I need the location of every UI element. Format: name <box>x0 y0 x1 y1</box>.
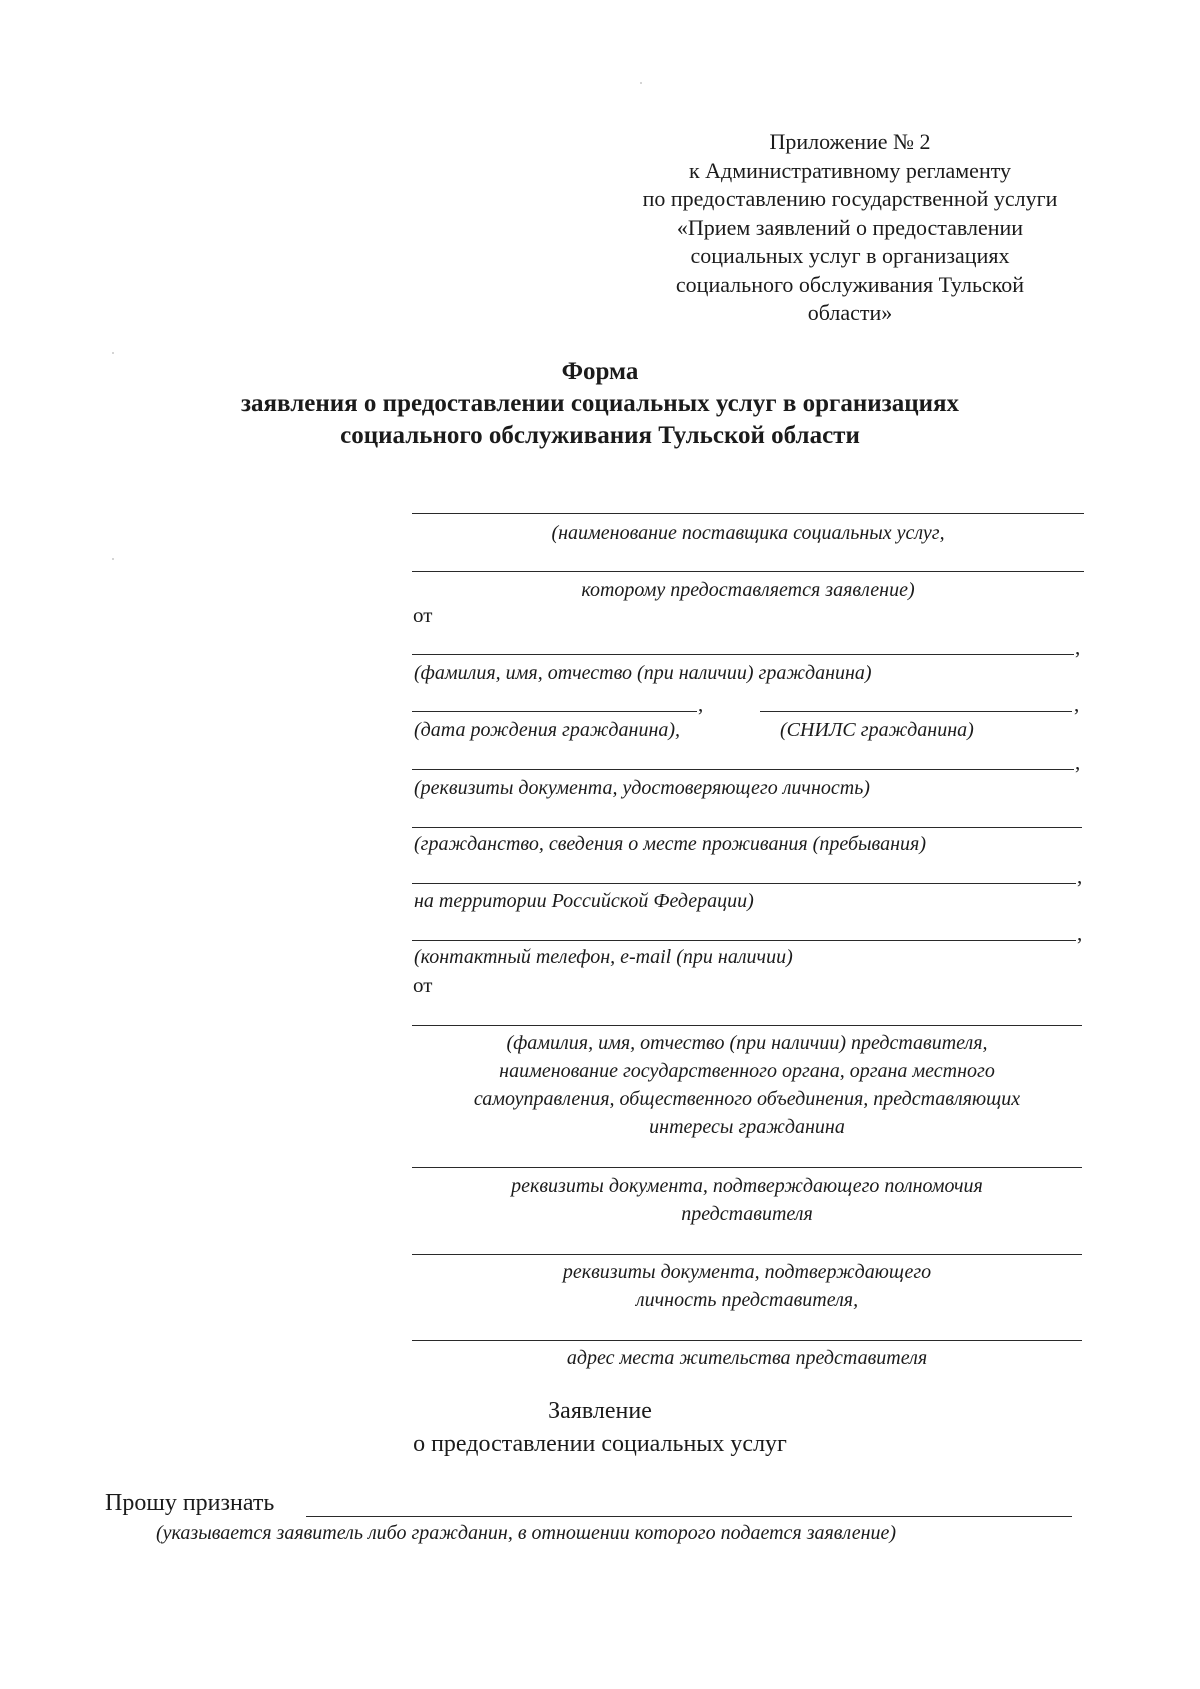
contact-field-line[interactable] <box>412 940 1076 941</box>
provider-caption-1: (наименование поставщика социальных услуг, <box>551 522 945 544</box>
comma: , <box>1075 750 1081 774</box>
rep-identity-caption-line: личность представителя, <box>635 1289 859 1311</box>
statement-title: Заявление <box>548 1398 652 1424</box>
comma: , <box>1077 921 1083 945</box>
appendix-line: области» <box>807 300 893 325</box>
citizen-name-field-line[interactable] <box>412 654 1074 655</box>
authority-doc-caption-line: реквизиты документа, подтверждающего полномочия <box>511 1175 983 1197</box>
appendix-line: социальных услуг в организациях <box>690 243 1010 268</box>
residence-field-line[interactable] <box>412 827 1082 828</box>
appendix-header <box>600 128 1100 328</box>
provider-caption-2: которому предоставляется заявление) <box>581 579 915 601</box>
authority-doc-caption-line: представителя <box>681 1203 813 1225</box>
scan-speck <box>112 558 114 560</box>
comma: , <box>1074 692 1080 716</box>
appendix-line: «Прием заявлений о предоставлении <box>676 214 1024 240</box>
request-caption: (указывается заявитель либо гражданин, в отношении которого подается заявление) <box>156 1522 897 1544</box>
form-title <box>100 356 1100 452</box>
representative-caption-line: наименование государственного органа, органа местного <box>499 1060 995 1082</box>
appendix-line: социального обслуживания Тульской <box>675 271 1025 297</box>
representative-caption-line: (фамилия, имя, отчество (при наличии) представителя, <box>506 1032 988 1054</box>
comma: , <box>698 692 704 716</box>
rep-identity-field-line[interactable] <box>412 1254 1082 1255</box>
snils-caption: (СНИЛС гражданина) <box>780 719 974 741</box>
birth-date-field-line[interactable] <box>412 711 697 712</box>
from-label: от <box>413 973 433 997</box>
snils-field-line[interactable] <box>760 711 1072 712</box>
statement-heading <box>200 1395 1000 1461</box>
id-document-field-line[interactable] <box>412 769 1074 770</box>
contact-caption: (контактный телефон, e-mail (при наличии) <box>414 946 793 968</box>
id-document-caption: (реквизиты документа, удостоверяющего личность) <box>414 777 870 799</box>
authority-doc-field-line[interactable] <box>412 1167 1082 1168</box>
form-title-line: заявления о предоставлении социальных услуг в организациях <box>240 390 960 417</box>
residence-field-line-2[interactable] <box>412 883 1076 884</box>
request-field-line[interactable] <box>306 1516 1072 1517</box>
rep-identity-caption-line: реквизиты документа, подтверждающего <box>562 1261 932 1283</box>
birth-date-caption: (дата рождения гражданина), <box>414 719 681 741</box>
scan-speck <box>640 82 642 84</box>
appendix-line: по предоставлению государственной услуги <box>642 186 1058 211</box>
scan-speck <box>112 352 114 354</box>
from-label: от <box>413 603 433 627</box>
appendix-line: Приложение № 2 <box>769 129 931 154</box>
representative-caption-line: интересы гражданина <box>649 1116 845 1138</box>
representative-field-line[interactable] <box>412 1025 1082 1026</box>
appendix-line: к Административному регламенту <box>688 157 1012 183</box>
request-label: Прошу признать <box>105 1490 275 1516</box>
form-title-line: социального обслуживания Тульской области <box>340 422 860 449</box>
statement-subtitle: о предоставлении социальных услуг <box>413 1431 787 1457</box>
form-title-line: Форма <box>561 358 639 385</box>
comma: , <box>1075 635 1081 659</box>
residence-caption-2: на территории Российской Федерации) <box>414 890 754 912</box>
provider-name-field-line[interactable] <box>412 513 1084 514</box>
comma: , <box>1077 864 1083 888</box>
citizen-name-caption: (фамилия, имя, отчество (при наличии) гражданина) <box>414 662 872 684</box>
residence-caption-1: (гражданство, сведения о месте проживания (пребывания) <box>414 833 926 855</box>
rep-address-caption: адрес места жительства представителя <box>566 1347 928 1369</box>
rep-address-field-line[interactable] <box>412 1340 1082 1341</box>
representative-caption-line: самоуправления, общественного объединения, представляющих <box>473 1088 1021 1110</box>
provider-name-field-line-2[interactable] <box>412 571 1084 572</box>
